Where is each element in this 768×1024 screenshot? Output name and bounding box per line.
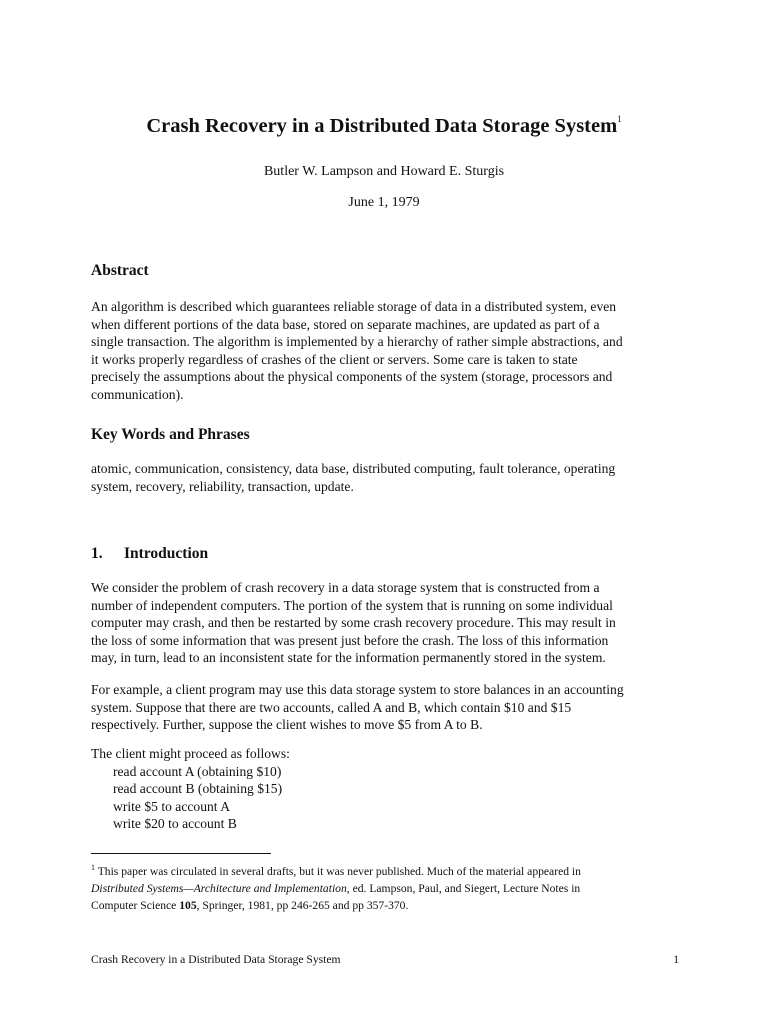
keywords-text — [91, 460, 681, 495]
footnote-text: Computer Science — [91, 898, 180, 912]
text-line: system, recovery, reliability, transaction, update. — [91, 478, 354, 494]
procedure-step: read account B (obtaining $15) — [113, 781, 283, 797]
paper-authors: Butler W. Lampson and Howard E. Sturgis — [263, 164, 505, 179]
paper-title-text: Crash Recovery in a Distributed Data Storage System — [146, 115, 618, 137]
section-title: Introduction — [124, 545, 209, 562]
text-line: The client might proceed as follows: — [91, 746, 290, 761]
page-number: 1 — [673, 953, 679, 966]
volume-number: 105 — [179, 898, 197, 912]
intro-paragraph-3 — [91, 745, 681, 833]
text-line: number of independent computers. The portion of the system that is running on some individual — [91, 597, 613, 613]
book-title: Distributed Systems—Architecture and Implementation — [91, 881, 347, 895]
procedure-step: write $20 to account B — [113, 816, 237, 832]
text-line: the loss of some information that was present just before the crash. The loss of this information — [91, 632, 609, 648]
intro-paragraph-1 — [91, 579, 681, 667]
footer-title: Crash Recovery in a Distributed Data Storage System — [91, 953, 341, 966]
keywords-heading: Key Words and Phrases — [91, 426, 250, 443]
paper-date: June 1, 1979 — [348, 195, 420, 210]
text-line: For example, a client program may use this data storage system to store balances in an accounting — [91, 682, 624, 697]
text-line: respectively. Further, suppose the client wishes to move $5 from A to B. — [91, 717, 483, 733]
footnote-text: This paper was circulated in several drafts, but it was never published. Much of the material appeared in — [97, 865, 581, 878]
paper-title — [0, 104, 768, 141]
text-line: when different portions of the data base, stored on separate machines, are updated as part of a — [91, 316, 600, 332]
text-line: We consider the problem of crash recovery in a data storage system that is constructed from a — [91, 580, 600, 595]
footnote-line — [91, 881, 681, 898]
text-line: An algorithm is described which guarantees reliable storage of data in a distributed system, even — [91, 299, 617, 314]
introduction-heading — [91, 545, 208, 563]
section-number: 1. — [91, 545, 103, 562]
procedure-step: read account A (obtaining $10) — [113, 763, 282, 779]
text-line: single transaction. The algorithm is implemented by a hierarchy of rather simple abstractions, and — [91, 334, 623, 350]
title-footnote-mark: 1 — [617, 114, 622, 124]
text-line: computer may crash, and then be restarted by some crash recovery procedure. This may result in — [91, 615, 616, 631]
footnote-text: , Springer, 1981, pp 246-265 and pp 357-370. — [196, 898, 409, 912]
footnote-mark: 1 — [91, 863, 95, 872]
procedure-step: write $5 to account A — [113, 798, 231, 814]
text-line: it works properly regardless of crashes of the client or servers. Some care is taken to state — [91, 351, 578, 367]
footnote-text: , ed. Lampson, Paul, and Siegert, Lecture Notes in — [346, 881, 581, 895]
intro-paragraph-2 — [91, 681, 681, 734]
footnote-line — [91, 860, 681, 881]
text-line: atomic, communication, consistency, data base, distributed computing, fault tolerance, operating — [91, 461, 616, 476]
abstract-text — [91, 298, 681, 404]
text-line: communication). — [91, 386, 184, 402]
text-line: system. Suppose that there are two accounts, called A and B, which contain $10 and $15 — [91, 699, 572, 715]
abstract-heading: Abstract — [91, 262, 149, 279]
footnote-rule — [91, 853, 271, 854]
text-line: may, in turn, lead to an inconsistent state for the information permanently stored in the system. — [91, 650, 606, 666]
footnote-line — [91, 898, 681, 915]
footnote — [91, 860, 681, 914]
text-line: precisely the assumptions about the physical components of the system (storage, processors and — [91, 369, 613, 385]
